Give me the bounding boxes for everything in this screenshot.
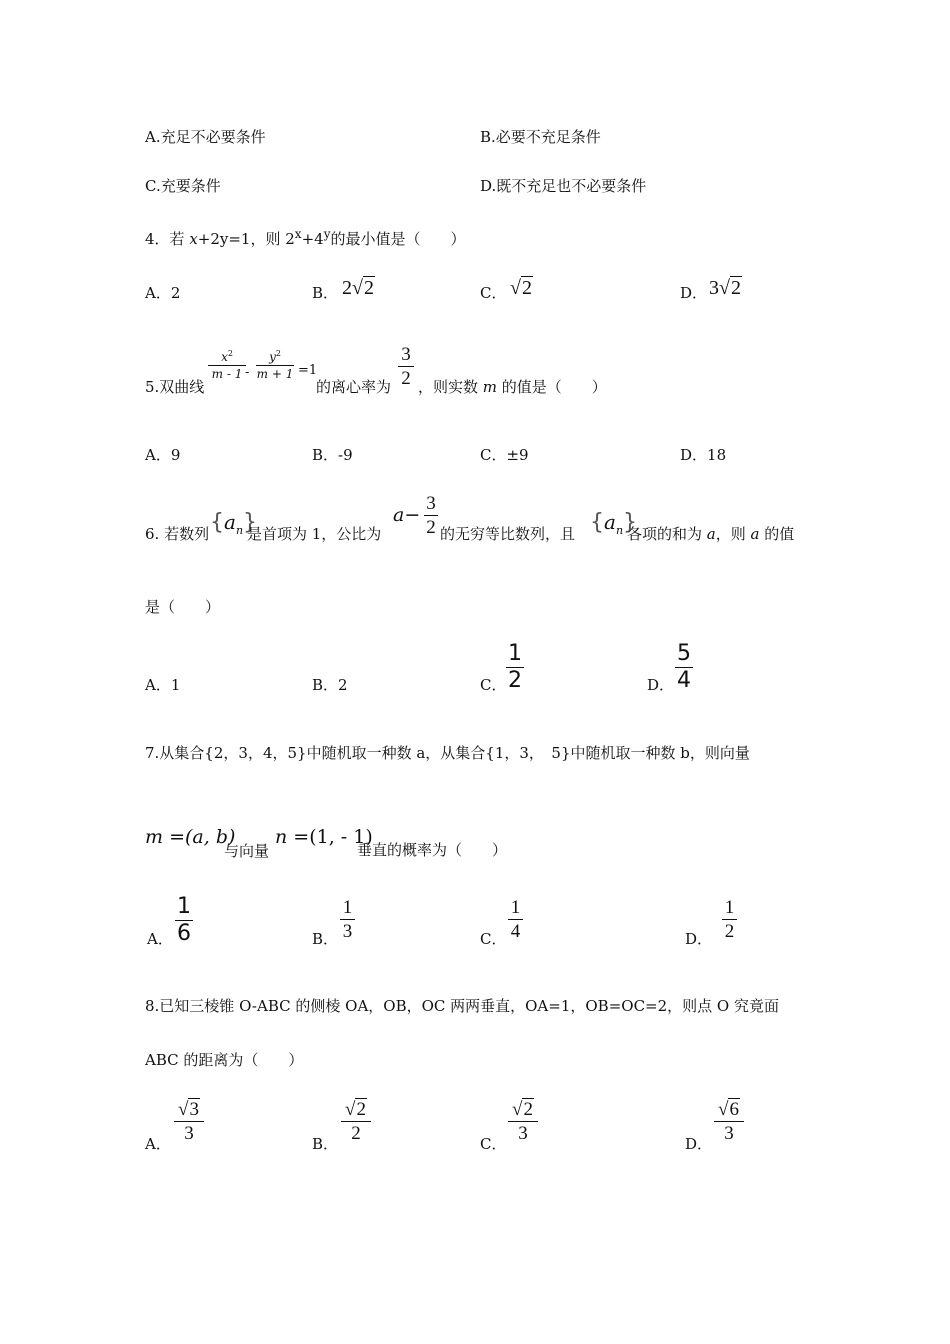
q8-value-a-radicand: 3 <box>189 1099 199 1120</box>
q7-value-a <box>175 896 193 945</box>
q6-value-c-den: 2 <box>508 668 522 693</box>
q5-value-d: 18 <box>707 446 727 464</box>
q6-value-c <box>506 643 524 692</box>
q5-num-x-sup: 2 <box>227 349 233 358</box>
q8-value-b-bar <box>341 1121 371 1122</box>
q8-value-b-den: 2 <box>351 1123 361 1144</box>
q7-value-b-bar <box>340 919 355 920</box>
q6-seq-a-1: a <box>224 510 236 534</box>
q6-right-brace-1: } <box>243 510 258 535</box>
q5-eccentricity <box>398 345 414 388</box>
q6-value-c-num: 1 <box>508 641 522 666</box>
q6-mid3: 各项的和为 <box>627 525 707 543</box>
q8-value-a-den: 3 <box>184 1123 194 1144</box>
q6-left-brace-1: { <box>210 510 224 535</box>
q3-option-c: C.充要条件 <box>145 177 221 195</box>
q5-equals: =1 <box>298 363 318 378</box>
q3-option-b: B.必要不充足条件 <box>480 128 601 146</box>
q6-ratio-fraction <box>424 494 438 537</box>
q6-tail <box>627 527 794 542</box>
q5-e-den: 2 <box>401 368 411 389</box>
q8-value-c-den: 3 <box>518 1123 528 1144</box>
q4-value-b-radicand: 2 <box>363 277 374 299</box>
q7-value-c-bar <box>508 919 523 920</box>
q5-num-x: x <box>221 350 228 364</box>
q5-option-b <box>312 448 353 463</box>
q4-value-c: √2 <box>510 277 532 299</box>
q6-suffix: 的值 <box>759 525 795 543</box>
q7-value-d <box>722 898 737 941</box>
q7-value-d-num: 1 <box>724 897 735 918</box>
q5-fraction-x-bar <box>208 365 246 366</box>
q8-line2: ABC 的距离为（ ） <box>145 1051 304 1069</box>
q7-vec-n-name: n <box>275 826 288 848</box>
q7-value-d-den: 2 <box>724 921 735 942</box>
q7-value-a-num: 1 <box>177 894 191 919</box>
q6-mid4: ，则 <box>715 525 751 543</box>
q4-var-x: x <box>189 230 198 248</box>
q6-value-d <box>675 643 693 692</box>
q5-e-num: 3 <box>401 344 411 365</box>
q5-label-b: B． <box>312 446 339 464</box>
q7-vec-m-value: =(a, b) <box>169 826 236 848</box>
q4-label-c: C． <box>480 284 507 302</box>
q7-value-d-bar <box>722 919 737 920</box>
q6-seq-sub-1: n <box>235 524 244 537</box>
q4-sup-y: y <box>323 227 331 241</box>
q8-value-d: √6 3 <box>714 1100 744 1143</box>
q7-value-b-den: 3 <box>342 921 353 942</box>
q5-option-c <box>480 448 529 463</box>
q8-value-b: √2 2 <box>341 1100 371 1143</box>
q6-option-b <box>312 678 348 693</box>
q6-value-d-den: 4 <box>677 668 691 693</box>
q8-value-a-bar <box>174 1121 204 1122</box>
q8-value-c-bar <box>508 1121 538 1122</box>
q8-value-d-bar <box>714 1121 744 1122</box>
q6-ratio-den: 2 <box>426 517 436 538</box>
q5-fraction-x <box>208 350 246 380</box>
q7-value-a-den: 6 <box>177 921 191 946</box>
q4-sup-x: x <box>294 227 302 241</box>
q5-value-b: -9 <box>338 446 353 464</box>
q6-label-d: D． <box>647 676 675 694</box>
q5-num-y: y <box>269 350 276 364</box>
q8-value-d-den: 3 <box>724 1123 734 1144</box>
q7-mid: 与向量 <box>224 842 270 860</box>
q4-prefix: 4．若 <box>145 230 190 248</box>
q4-option-a <box>145 286 180 301</box>
q6-ratio <box>393 506 420 525</box>
q3-option-a: A.充足不必要条件 <box>145 128 266 146</box>
q7-label-b: B． <box>312 930 339 948</box>
q6-value-b: 2 <box>338 676 348 694</box>
q4-value-d-radicand: 2 <box>730 277 741 299</box>
q6-label-a: A． <box>145 676 171 694</box>
q3-option-d: D.既不充足也不必要条件 <box>480 177 647 195</box>
q4-value-b: 2√2 <box>342 277 374 299</box>
q5-label-a: A． <box>145 446 171 464</box>
q6-right-brace-2: } <box>623 510 638 535</box>
q8-value-a: √3 3 <box>174 1100 204 1143</box>
q5-label-c: C． <box>480 446 507 464</box>
q8-value-c: √2 3 <box>508 1100 538 1143</box>
q6-label-b: B． <box>312 676 339 694</box>
q5-e-bar <box>398 366 414 367</box>
q7-value-c-den: 4 <box>510 921 521 942</box>
q4-suffix: 的最小值是（ ） <box>330 230 466 248</box>
q6-seq-a-2: a <box>604 510 616 534</box>
q5-prefix: 5.双曲线 <box>145 378 205 396</box>
q6-prefix: 6. 若数列 <box>145 525 210 543</box>
q5-option-a <box>145 448 180 463</box>
q7-label-a: A． <box>147 930 173 948</box>
q7-vec-n-value: =(1, - 1) <box>293 826 373 848</box>
q5-num-y-sup: 2 <box>275 349 281 358</box>
q7-value-c <box>508 898 523 941</box>
q8-label-c: C． <box>480 1135 507 1153</box>
q5-value-a: 9 <box>170 446 181 464</box>
q7-value-b <box>340 898 355 941</box>
q6-line2: 是（ ） <box>145 598 221 616</box>
q5-fraction-y <box>256 350 294 380</box>
q6-left-brace-2: { <box>590 510 604 535</box>
q7-value-c-num: 1 <box>510 897 521 918</box>
q4-value-b-coef: 2 <box>342 277 352 299</box>
q4-value-c-radicand: 2 <box>521 277 532 299</box>
q6-ratio-a: a <box>393 504 405 526</box>
q8-line1: 8.已知三棱锥 O-ABC 的侧棱 OA，OB，OC 两两垂直，OA=1，OB=OC=2，则点 O 究竟面 <box>145 997 779 1015</box>
q6-var-a-1: a <box>706 525 716 543</box>
q4-stem <box>145 228 466 247</box>
q4-mid2: +4 <box>301 230 324 248</box>
q6-ratio-minus: − <box>404 504 421 526</box>
q6-label-c: C． <box>480 676 507 694</box>
q8-label-b: B． <box>312 1135 339 1153</box>
q5-option-d <box>680 448 726 463</box>
q8-value-d-radicand: 6 <box>729 1099 739 1120</box>
q5-suffix1: ，则实数 <box>418 378 483 396</box>
q8-label-a: A． <box>145 1135 171 1153</box>
q7-label-c: C． <box>480 930 507 948</box>
q5-suffix2: 的值是（ ） <box>497 378 607 396</box>
q4-value-d: 3√2 <box>709 277 741 299</box>
q7-line1: 7.从集合{2，3，4，5}中随机取一种数 a，从集合{1，3， 5}中随机取一种数 b，则向量 <box>145 744 750 762</box>
q7-value-b-num: 1 <box>342 897 353 918</box>
q6-value-a: 1 <box>170 676 181 694</box>
q6-option-a <box>145 678 180 693</box>
q8-value-c-radicand: 2 <box>523 1099 533 1120</box>
q7-suffix: 垂直的概率为（ ） <box>357 841 508 859</box>
q5-fraction-y-bar <box>256 365 294 366</box>
q5-den-x: m - 1 <box>211 367 243 381</box>
q4-mid1: +2y=1，则 2 <box>197 230 295 248</box>
q5-den-y: m + 1 <box>256 367 294 381</box>
q6-mid1: 是首项为 1，公比为 <box>247 525 382 543</box>
q8-value-b-radicand: 2 <box>356 1099 366 1120</box>
q7-vec-m-name: m <box>145 826 164 848</box>
q4-value-d-coef: 3 <box>709 277 719 299</box>
q6-ratio-num: 3 <box>426 493 436 514</box>
q5-mid: 的离心率为 <box>316 378 392 396</box>
q4-label-a: A． <box>145 284 171 302</box>
q5-value-c: ±9 <box>506 446 529 464</box>
q5-label-d: D． <box>680 446 708 464</box>
q7-vector-m <box>145 828 235 847</box>
q4-value-a: 2 <box>170 284 181 302</box>
q6-var-a-2: a <box>750 525 760 543</box>
q5-suffix <box>418 380 607 395</box>
q4-label-d: D． <box>680 284 708 302</box>
q5-minus: - <box>245 365 250 380</box>
q6-mid2: 的无穷等比数列，且 <box>440 525 576 543</box>
q8-label-d: D． <box>685 1135 713 1153</box>
q6-seq-sub-2: n <box>615 524 624 537</box>
q7-label-d: D． <box>685 930 713 948</box>
q4-label-b: B． <box>312 284 339 302</box>
q5-var-m: m <box>482 378 498 396</box>
q6-value-d-num: 5 <box>677 641 691 666</box>
q6-ratio-bar <box>424 515 438 516</box>
